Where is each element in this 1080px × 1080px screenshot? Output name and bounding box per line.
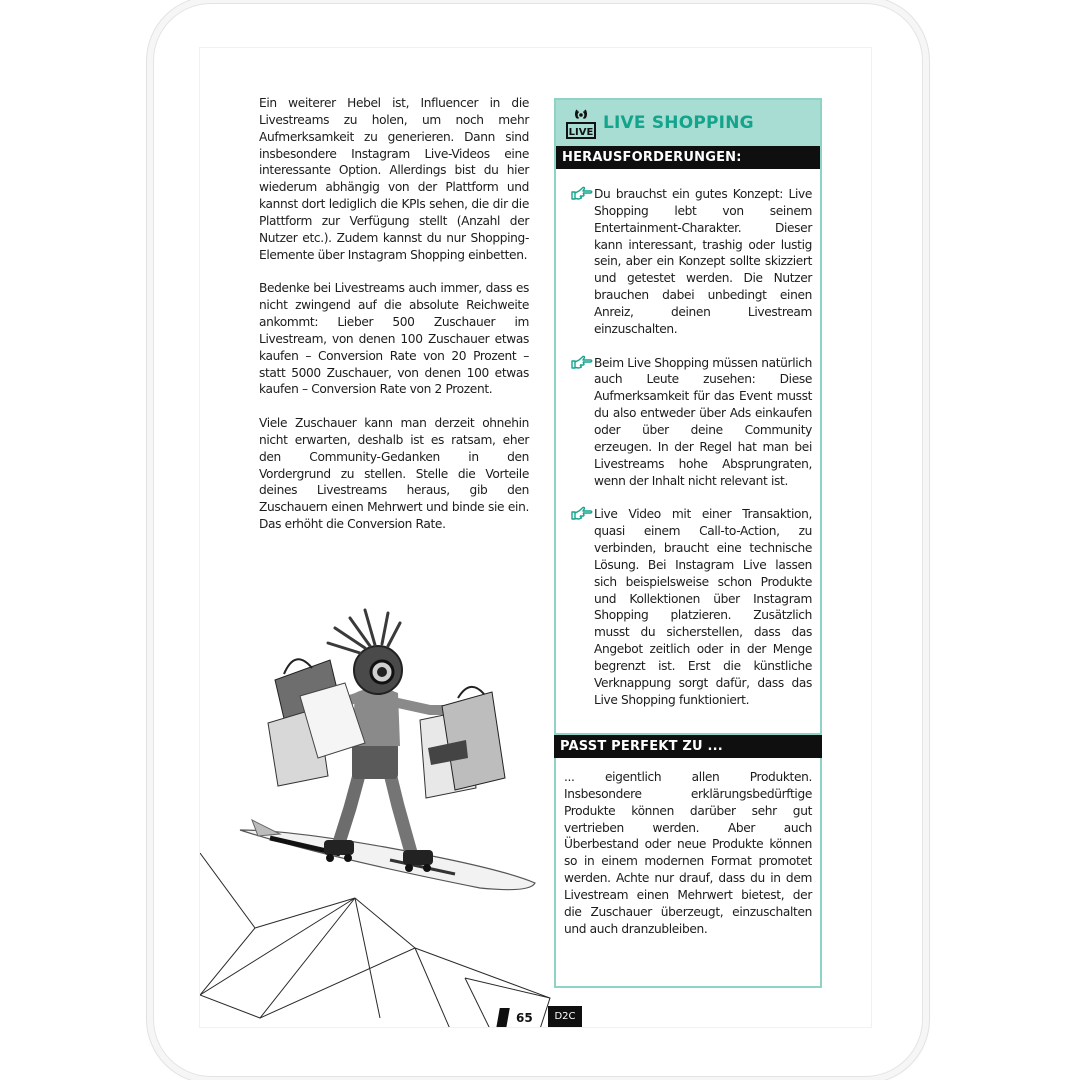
live-shopping-title-bar [556,100,820,146]
paragraph-3: Viele Zuschauer kann man derzeit ohnehin nicht erwarten, deshalb ist es ratsam, eher den Community-Gedanken in den Vordergrund zu stellen. Stelle die Vorteile deines Livestreams heraus, gib den Zuschauern einen Mehrwert und binde sie ein. Das erhöht die Conversion Rate. [259,416,529,532]
challenge-text-2: Beim Live Shopping müssen natürlich auch Leute zusehen: Diese Aufmerksamkeit für das Event musst du also entweder über Ads einkaufen oder über deine Community erzeugen. In der Regel hat man bei Livestreams hohe Absprungraten, wenn der Inhalt nicht relevant ist. [594,355,812,488]
svg-text:LIVE: LIVE [568,127,594,138]
surfer-shopping-illustration [200,598,620,1028]
pointing-hand-icon [570,186,594,202]
left-text-column [259,95,529,550]
ebook-page[interactable] [199,47,872,1028]
challenges-heading: HERAUSFORDERUNGEN: [556,146,820,169]
challenge-text-3: Live Video mit einer Transaktion, quasi einem Call-to-Action, zu verbinden, braucht eine technische Lösung. Bei Instagram Live lassen sich beispielsweise schon Produkte und Kollektionen über Instagram Shopping platzieren. Zusätzlich musst du sicherstellen, dass das Angebot zeitlich oder in der Menge begrenzt ist. Erst die künstliche Verknappung sorgt dafür, dass das Live Shopping funktioniert. [594,507,812,707]
pointing-hand-icon [570,506,594,522]
challenge-item [556,186,820,338]
footer-section-label: D2C [548,1006,582,1028]
page-number: 65 [516,1011,533,1025]
passt-perfekt-heading: PASST PERFEKT ZU ... [554,735,822,758]
live-broadcast-icon [565,106,597,140]
paragraph-1: Ein weiterer Hebel ist, Influencer in die Livestreams zu holen, um noch mehr Aufmerksamkeit zu generieren. Dann sind insbesondere Instagram Live-Videos eine interessante Option. Allerdings bist du hier wiederum abhängig von der Plattform und kannst dort lediglich die KPIs sehen, die dir die Plattform zur Verfügung stellt (Anzahl der Nutzer etc.). Zudem kannst du nur Shopping-Elemente über Instagram Shopping einbetten. [259,96,529,262]
paragraph-2: Bedenke bei Livestreams auch immer, dass es nicht zwingend auf die absolute Reichweite ankommt: Lieber 500 Zuschauer im Livestream, von denen 100 Zuschauer etwas kaufen – Conversion Rate von 20 Prozent – statt 5000 Zuschauer, von denen 100 etwas kaufen – Conversion Rate von 2 Prozent. [259,281,529,397]
pointing-hand-icon [570,355,594,371]
challenge-text-1: Du brauchst ein gutes Konzept: Live Shopping lebt von seinem Entertainment-Charakter. Dieser kann interessant, trashig oder lustig sein, aber ein Konzept sollte skizziert und getestet werden. Die Nutzer brauchen dabei unbedingt einen Anreiz, deinen Livestream einzuschalten. [594,187,812,336]
box-title: LIVE SHOPPING [603,113,754,133]
passt-perfekt-text: ... eigentlich allen Produkten. Insbesondere erklärungsbedürftige Produkte können darüber sehr gut vertrieben werden. Aber auch Überbestand oder neue Produkte können so in einem modernen Format promotet werden. Achte nur drauf, dass du in dem Livestream einen Mehrwert bietest, der die Zuschauer überzeugt, einzuschalten und auch dranzubleiben. [564,770,812,936]
challenge-item [556,355,820,490]
